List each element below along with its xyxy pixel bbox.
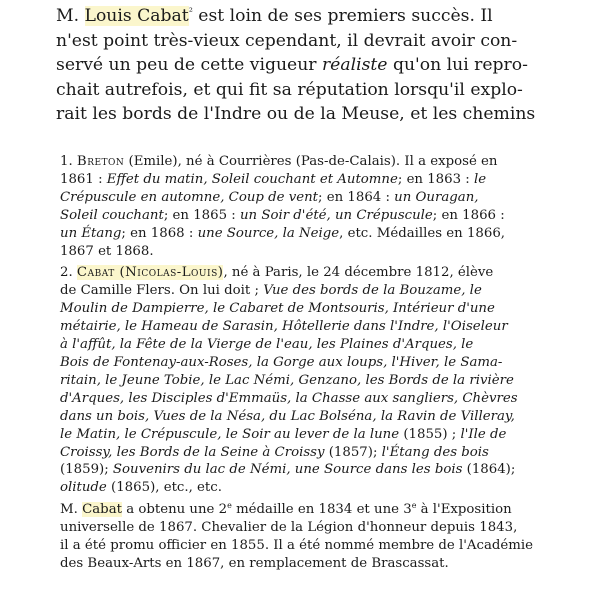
footnote-line xyxy=(60,408,560,426)
footnote-line xyxy=(60,336,560,354)
footnote-line: il a été promu officier en 1855. Il a été nommé membre de l'Académie xyxy=(60,538,534,554)
footnotes xyxy=(60,153,560,573)
footnote-line: le Matin, le Crépuscule, le Soir au lever de la lune (1855) ; l'Ile de xyxy=(60,426,507,442)
italic-text: olitude xyxy=(60,480,107,496)
italic-text: Effet du matin, Soleil couchant et Automne xyxy=(106,171,398,187)
footnote-2 xyxy=(60,264,560,497)
footnote-2-continued xyxy=(60,501,560,573)
italic-text: Croissy, les Bords de la Seine à Croissy xyxy=(60,444,325,460)
superscript: ² xyxy=(188,5,193,18)
main-paragraph xyxy=(56,4,556,127)
highlighted-text: Louis Cabat xyxy=(84,6,189,26)
highlighted-text: Cabat xyxy=(82,502,122,518)
text-line: rait les bords de l'Indre ou de la Meuse, et les chemins xyxy=(56,104,536,124)
footnote-line: de Camille Flers. On lui doit ; Vue des bords de la Bouzame, le xyxy=(60,283,482,299)
italic-text: Crépuscule en automne, Coup de vent xyxy=(60,189,319,205)
italic-text: l'Étang des bois xyxy=(381,444,489,460)
footnote-line: universelle de 1867. Chevalier de la Légion d'honneur depuis 1843, xyxy=(60,520,518,536)
superscript: e xyxy=(411,501,417,511)
italic-text: réaliste xyxy=(321,55,388,75)
italic-text: le xyxy=(474,171,487,187)
italic-text: dans un bois, Vues de la Nésa, du Lac Bolséna, la Ravin de Villeray, xyxy=(60,408,515,424)
italic-text: Vue des bords de la Bouzame, le xyxy=(263,283,482,299)
text-line: M. Louis Cabat$^{^2}$ est loin de ses premiers succès. Il xyxy=(56,5,493,26)
footnote-line: 1867 et 1868. xyxy=(60,243,154,259)
footnote-line: Crépuscule en automne, Coup de vent; en 1864 : un Ouragan, xyxy=(60,189,479,205)
italic-text: ritain, le Jeune Tobie, le Lac Némi, Genzano, les Bords de la rivière xyxy=(60,372,514,388)
italic-text: l'Ile de xyxy=(460,426,507,442)
footnote-line xyxy=(60,318,560,336)
footnote-line: Croissy, les Bords de la Seine à Croissy (1857); l'Étang des bois xyxy=(60,444,489,460)
footnote-line: des Beaux-Arts en 1867, en remplacement de Brascassat. xyxy=(60,555,449,571)
italic-text: un Soir d'été, un Crépuscule xyxy=(239,207,433,223)
italic-text: Souvenirs du lac de Némi, une Source dans les bois xyxy=(112,462,463,478)
italic-text: métairie, le Hameau de Sarasin, Hôtellerie dans l'Indre, l'Oiseleur xyxy=(60,319,508,335)
footnote-line: Soleil couchant; en 1865 : un Soir d'été, un Crépuscule; en 1866 : xyxy=(60,207,505,223)
footnote-line xyxy=(60,300,560,318)
footnote-line xyxy=(60,390,560,408)
footnote-line: 1. Breton (Emile), né à Courrières (Pas-de-Calais). Il a exposé en xyxy=(60,154,498,169)
text-line: n'est point très-vieux cependant, il devrait avoir con- xyxy=(56,30,518,51)
italic-text: Bois de Fontenay-aux-Roses, la Gorge aux loups, l'Hiver, le Sama- xyxy=(60,354,503,370)
highlighted-text: Cabat (Nicolas-Louis) xyxy=(76,265,224,281)
footnote-1 xyxy=(60,153,560,260)
text-line: chait autrefois, et qui fit sa réputation lorsqu'il explo- xyxy=(56,79,523,100)
footnote-line xyxy=(60,354,560,372)
smallcaps-text: Breton xyxy=(76,154,125,169)
footnote-line: M. Cabat a obtenu une 2e médaille en 1834 et une 3e à l'Exposition xyxy=(60,501,512,518)
footnote-line: 2. Cabat (Nicolas-Louis), né à Paris, le 24 décembre 1812, élève xyxy=(60,265,494,281)
superscript: e xyxy=(227,501,232,511)
footnote-line xyxy=(60,372,560,390)
italic-text: un Étang xyxy=(60,225,122,241)
italic-text: une Source, la Neige xyxy=(197,225,340,241)
text-line: servé un peu de cette vigueur réaliste qu'on lui repro- xyxy=(56,55,528,75)
italic-text: Soleil couchant xyxy=(60,207,164,223)
footnote-line: olitude (1865), etc., etc. xyxy=(60,480,222,496)
footnote-line: (1859); Souvenirs du lac de Némi, une Source dans les bois (1864); xyxy=(60,462,516,478)
italic-text: d'Arques, les Disciples d'Emmaüs, la Chasse aux sangliers, Chèvres xyxy=(60,390,518,406)
footnote-line: un Étang; en 1868 : une Source, la Neige, etc. Médailles en 1866, xyxy=(60,225,506,241)
footnote-line: 1861 : Effet du matin, Soleil couchant et Automne; en 1863 : le xyxy=(60,171,487,187)
italic-text: le Matin, le Crépuscule, le Soir au lever de la lune xyxy=(60,426,400,442)
italic-text: Moulin de Dampierre, le Cabaret de Montsouris, Intérieur d'une xyxy=(60,301,495,317)
italic-text: un Ouragan, xyxy=(394,189,479,205)
italic-text: à l'affût, la Fête de la Vierge de l'eau, les Plaines d'Arques, le xyxy=(60,337,474,353)
